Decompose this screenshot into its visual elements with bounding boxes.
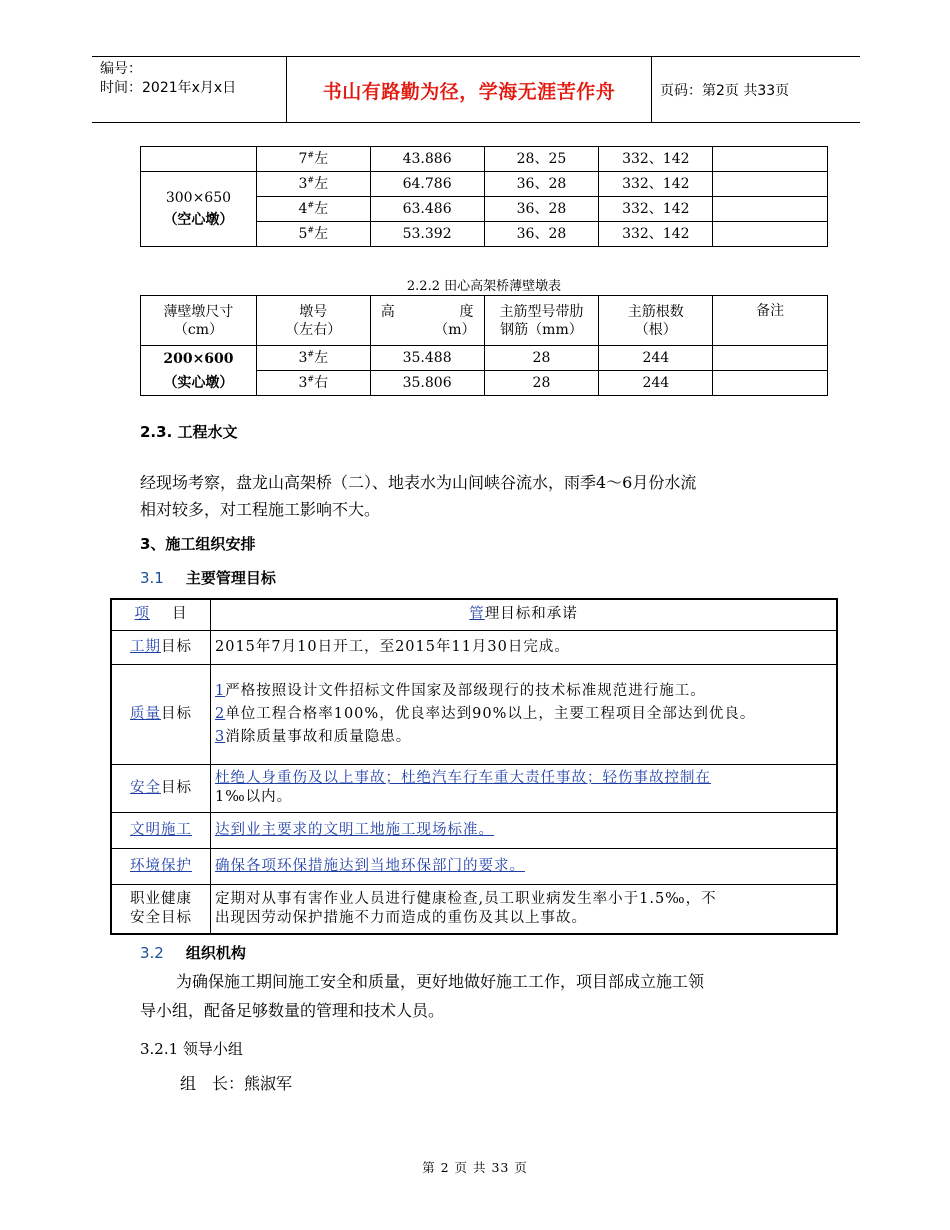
rebar-type-cell: 36、28	[484, 172, 599, 197]
header-pier: 墩号 （左右）	[256, 296, 370, 346]
note-cell	[713, 197, 828, 222]
key-safety: 安全目标	[111, 764, 211, 812]
height-cell: 64.786	[370, 172, 484, 197]
group-type: （空心墩）	[163, 212, 234, 228]
table-row	[111, 630, 837, 664]
subsection-leadership: 3.2.1 领导小组	[140, 1040, 243, 1058]
header-goal: 管理目标和承诺	[211, 599, 838, 630]
pier-cell: 4#左	[256, 197, 370, 222]
group-size: 300×650	[165, 190, 232, 206]
table-row	[111, 764, 837, 812]
header-page-info: 页码：第2页 共33页	[660, 83, 790, 99]
rebar-count-cell: 332、142	[599, 197, 713, 222]
header-rebar-type: 主筋型号带肋 钢筋（mm）	[484, 296, 599, 346]
table-row	[111, 664, 837, 764]
table-caption: 2.2.2 田心高架桥薄壁墩表	[406, 279, 562, 294]
pier-cell: 7#左	[256, 147, 370, 172]
section-title-goals: 3.1 主要管理目标	[140, 569, 276, 587]
rebar-count-cell: 244	[599, 346, 713, 371]
pier-cell: 5#左	[256, 222, 370, 247]
group-cell	[141, 172, 257, 247]
rebar-count-cell: 332、142	[599, 147, 713, 172]
rebar-count-cell: 332、142	[599, 172, 713, 197]
height-cell: 35.806	[370, 371, 484, 396]
goal-civilized: 达到业主要求的文明工地施工现场标准。	[211, 812, 838, 848]
section-title-structure: 3.2 组织机构	[140, 944, 246, 962]
height-cell: 35.488	[370, 346, 484, 371]
key-schedule: 工期目标	[111, 630, 211, 664]
header-divider-right	[651, 57, 652, 122]
serial-label: 编号：	[100, 61, 142, 77]
hydrology-text: 经现场考察，盘龙山高架桥（二）、地表水为山间峡谷流水，雨季4～6月份水流 相对较多，对工程施工影响不大。	[140, 473, 697, 519]
note-cell	[713, 222, 828, 247]
goal-environment: 确保各项环保措施达到当地环保部门的要求。	[211, 848, 838, 884]
pier-table-tianxin	[140, 295, 828, 396]
table-row	[111, 848, 837, 884]
goal-quality: 1严格按照设计文件招标文件国家及部级现行的技术标准规范进行施工。 2单位工程合格率100%，优良率达到90%以上，主要工程项目全部达到优良。 3消除质量事故和质量隐患。	[211, 664, 838, 764]
goal-safety: 杜绝人身重伤及以上事故；杜绝汽车行车重大责任事故；轻伤事故控制在 1‰以内。	[211, 764, 838, 812]
height-cell: 63.486	[370, 197, 484, 222]
rebar-type-cell: 28、25	[484, 147, 599, 172]
height-cell: 53.392	[370, 222, 484, 247]
table-row	[141, 147, 828, 172]
header-height: 高 度 （m）	[370, 296, 484, 346]
note-cell	[713, 371, 828, 396]
table-header-row	[141, 296, 828, 346]
rebar-count-cell: 244	[599, 371, 713, 396]
key-health: 职业健康 安全目标	[111, 884, 211, 934]
pier-cell: 3#左	[256, 346, 370, 371]
pier-table-continued	[140, 146, 828, 247]
time-label: 时间：2021年x月x日	[100, 80, 237, 96]
leader-line: 组 长：熊淑军	[180, 1074, 293, 1093]
page-footer: 第 2 页 共 33 页	[422, 1160, 528, 1175]
header-bottom-rule	[92, 122, 860, 123]
group-size: 200×600	[163, 350, 234, 367]
goal-health: 定期对从事有害作业人员进行健康检查,员工职业病发生率小于1.5‰，不 出现因劳动保护措施不力而造成的重伤及其以上事故。	[211, 884, 838, 934]
table-row	[111, 884, 837, 934]
pier-cell: 3#左	[256, 172, 370, 197]
management-goals-table	[110, 598, 838, 935]
header-rebar-count: 主筋根数 （根）	[599, 296, 713, 346]
note-cell	[713, 147, 828, 172]
header-top-rule	[92, 56, 860, 57]
header-divider-left	[286, 57, 287, 122]
group-cell-empty	[141, 147, 257, 172]
table-row	[141, 172, 828, 197]
goal-schedule: 2015年7月10日开工，至2015年11月30日完成。	[211, 630, 838, 664]
rebar-type-cell: 36、28	[484, 197, 599, 222]
table-row	[111, 812, 837, 848]
section-title-hydrology: 2.3. 工程水文	[140, 423, 238, 441]
header-item: 项 目	[111, 599, 211, 630]
group-type: （实心墩）	[163, 374, 234, 391]
group-cell	[141, 346, 257, 396]
table-row	[141, 346, 828, 371]
rebar-type-cell: 28	[484, 346, 599, 371]
rebar-count-cell: 332、142	[599, 222, 713, 247]
pier-cell: 3#右	[256, 371, 370, 396]
structure-text: 为确保施工期间施工安全和质量，更好地做好施工工作，项目部成立施工领 导小组，配备足够数量的管理和技术人员。	[140, 972, 705, 1020]
height-cell: 43.886	[370, 147, 484, 172]
key-quality: 质量目标	[111, 664, 211, 764]
header-size: 薄壁墩尺寸 （cm）	[141, 296, 257, 346]
note-cell	[713, 172, 828, 197]
header-motto: 书山有路勤为径，学海无涯苦作舟	[322, 81, 616, 103]
key-civilized: 文明施工	[111, 812, 211, 848]
table-header-row	[111, 599, 837, 630]
note-cell	[713, 346, 828, 371]
key-environment: 环境保护	[111, 848, 211, 884]
rebar-type-cell: 28	[484, 371, 599, 396]
section-title-organization: 3、施工组织安排	[140, 535, 256, 553]
rebar-type-cell: 36、28	[484, 222, 599, 247]
header-note: 备注	[713, 296, 828, 346]
header-meta	[100, 60, 236, 98]
